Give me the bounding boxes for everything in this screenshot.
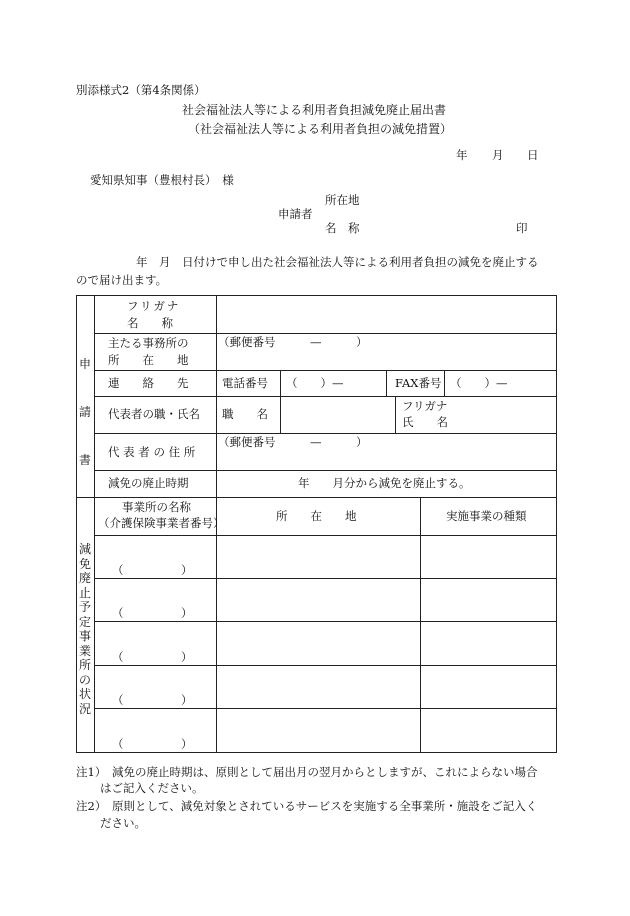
rep-title-name-label: 代表者の職・氏名 <box>108 407 200 421</box>
facility-row-3-number[interactable]: （ ） <box>112 650 193 664</box>
rep-address-label: 代 表 者 の 住 所 <box>108 445 196 459</box>
note-1-label: 注1） <box>76 765 107 779</box>
body-text-line1: 年 月 日付けで申し出た社会福祉法人等による利用者負担の減免を廃止する <box>136 255 539 269</box>
note-2-line1: 原則として、減免対象とされているサービスを実施する全事業所・施設をご記入く <box>112 799 538 813</box>
applicant-address-label: 所在地 <box>325 193 360 207</box>
applicant-label: 申請者 <box>278 207 313 221</box>
note-2-label: 注2） <box>76 799 107 813</box>
facility-address-header: 所 在 地 <box>276 509 357 523</box>
contact-label: 連 絡 先 <box>108 376 189 390</box>
note-1-line1: 減免の廃止時期は、原則として届出月の翌月からとしますが、これによらない場合 <box>112 765 538 779</box>
fax-label: FAX番号 <box>395 376 442 390</box>
addressee: 愛知県知事（豊根村長） 様 <box>90 173 234 187</box>
section-applicant-label: 申請書 <box>79 357 92 467</box>
office-label-line2: 所 在 地 <box>108 353 189 367</box>
document-subtitle: （社会福祉法人等による利用者負担の減免措置） <box>188 122 453 136</box>
facility-row-1-number[interactable]: （ ） <box>112 563 193 577</box>
date-month: 月 <box>492 148 504 162</box>
form-number: 別添様式2（第4条関係） <box>76 83 206 97</box>
note-1-line2: はご記入ください。 <box>100 781 204 795</box>
furigana-label: フリガナ <box>127 299 181 313</box>
phone-field[interactable]: （ ）— <box>286 376 344 390</box>
rep-furigana-label: フリガナ <box>402 399 448 413</box>
facility-row-5-number[interactable]: （ ） <box>112 737 193 751</box>
facility-row-2-number[interactable]: （ ） <box>112 606 193 620</box>
fax-field[interactable]: （ ）— <box>450 376 508 390</box>
postal-code-field[interactable]: （郵便番号 — ） <box>218 335 368 349</box>
phone-label: 電話番号 <box>222 376 268 390</box>
office-label-line1: 主たる事務所の <box>108 336 189 350</box>
facility-name-header-line2: （介護保険事業者番号） <box>98 516 225 530</box>
facility-row-4-number[interactable]: （ ） <box>112 693 193 707</box>
date-day: 日 <box>527 148 539 162</box>
facility-service-header: 実施事業の種類 <box>446 509 527 523</box>
body-text-line2: ので届け出ます。 <box>76 273 168 287</box>
applicant-name-label: 名 称 <box>325 221 360 235</box>
document-title: 社会福祉法人等による利用者負担減免廃止届出書 <box>182 103 447 117</box>
facility-name-header-line1: 事業所の名称 <box>122 500 191 514</box>
note-2-line2: ださい。 <box>100 816 146 830</box>
rep-name-label: 氏 名 <box>402 415 448 429</box>
rep-postal-code-field[interactable]: （郵便番号 — ） <box>218 435 368 449</box>
abolish-period-label: 減免の廃止時期 <box>108 476 189 490</box>
section-facility-label: 減免廃止予定事業所の状況 <box>79 542 92 716</box>
name-label: 名 称 <box>127 316 173 330</box>
title-label: 職 名 <box>222 407 268 421</box>
seal-mark: 印 <box>516 221 528 235</box>
date-year: 年 <box>456 148 468 162</box>
abolish-period-text[interactable]: 年 月分から減免を廃止する。 <box>298 476 471 490</box>
